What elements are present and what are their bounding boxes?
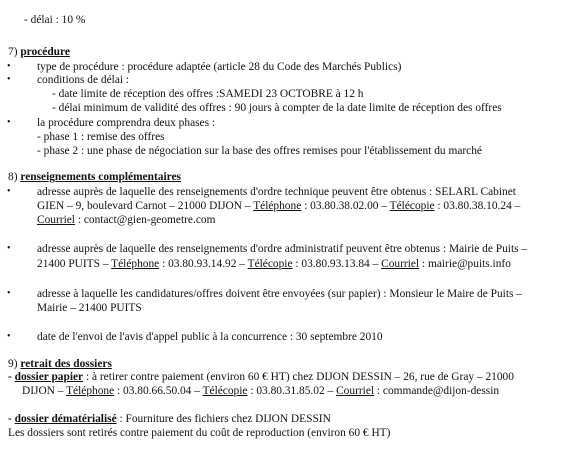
date-limit-line: - date limite de réception des offres :SAMEDI 23 OCTOBRE à 12 h	[52, 88, 364, 100]
papier-email-label: Courriel	[336, 385, 375, 397]
conditions-label: conditions de délai :	[37, 74, 130, 86]
section-7-heading	[8, 45, 70, 59]
admin-phone-label: Téléphone	[111, 258, 160, 270]
admin-phone: : 03.80.93.14.92 –	[159, 258, 248, 270]
papier-line	[8, 370, 514, 384]
bullet-icon: •	[7, 331, 11, 342]
section-8-title: renseignements complémentaires	[20, 171, 181, 183]
section-7-title: procédure	[20, 46, 70, 58]
demat-dash: -	[8, 413, 15, 425]
phase-1-line: - phase 1 : remise des offres	[37, 131, 165, 143]
date-envoi-line: date de l'envoi de l'avis d'appel public à la concurrence : 30 septembre 2010	[37, 331, 383, 343]
demat-line	[8, 412, 331, 426]
papier-email[interactable]: : commande@dijon-dessin	[374, 385, 500, 397]
tech-email[interactable]: : contact@gien-geometre.com	[74, 214, 216, 226]
papier-phone: : 03.80.66.50.04 –	[114, 385, 203, 397]
tech-address: GIEN – 9, boulevard Carnot – 21000 DIJON –	[37, 200, 254, 212]
section-9-number: 9)	[8, 358, 21, 370]
papier-fax: : 03.80.31.85.02 –	[247, 385, 337, 397]
demat-label: dossier dématérialisé	[14, 413, 117, 425]
papier-dash: -	[8, 371, 15, 383]
candidature-line-2: Mairie – 21400 PUITS	[37, 302, 142, 314]
tech-email-label: Courriel	[37, 214, 75, 226]
bullet-icon: •	[7, 117, 11, 128]
admin-email[interactable]: : mairie@puits.info	[419, 258, 511, 270]
candidature-line-1: adresse à laquelle les candidatures/offres doivent être envoyées (sur papier) : Monsieur le Maire de Puits –	[37, 288, 522, 300]
footer-line: Les dossiers sont retirés contre paiement du coût de reproduction (environ 60 € HT)	[8, 427, 391, 439]
papier-phone-label: Téléphone	[66, 385, 115, 397]
delai-line: - délai : 10 %	[24, 14, 86, 26]
bullet-icon: •	[7, 186, 11, 197]
section-9-title: retrait des dossiers	[20, 358, 112, 370]
bullet-icon: •	[7, 243, 11, 254]
bullet-icon: •	[7, 288, 11, 299]
section-8-heading	[8, 170, 181, 184]
validity-line: - délai minimum de validité des offres : 90 jours à compter de la date limite de réception des offres	[52, 102, 502, 114]
admin-fax: : 03.80.93.13.84 –	[292, 258, 382, 270]
tech-address-line	[37, 199, 520, 213]
admin-email-label: Courriel	[381, 258, 420, 270]
papier-fax-label: Télécopie	[202, 385, 248, 397]
papier-city: DIJON –	[22, 385, 67, 397]
demat-text: : Fourniture des fichiers chez DIJON DESSIN	[116, 413, 331, 425]
phases-label: la procédure comprendra deux phases :	[37, 117, 216, 129]
bullet-icon: •	[7, 74, 11, 85]
tech-contact-line: adresse auprès de laquelle des renseignements d'ordre technique peuvent être obtenus : SELARL Cabinet	[37, 186, 516, 198]
bullet-icon: •	[7, 61, 11, 72]
admin-address: 21400 PUITS –	[37, 258, 112, 270]
admin-contact-line: adresse auprès de laquelle des renseignements d'ordre administratif peuvent être obtenus : Mairie de Puits –	[37, 243, 528, 255]
tech-fax: : 03.80.38.10.24 –	[434, 200, 521, 212]
tech-phone: : 03.80.38.02.00 –	[301, 200, 390, 212]
papier-text: : à retirer contre paiement (environ 60 € HT) chez DIJON DESSIN – 26, rue de Gray – 21000	[83, 371, 514, 383]
section-9-heading	[8, 357, 112, 371]
phase-2-line: - phase 2 : une phase de négociation sur la base des offres remises pour l'établissement du marché	[37, 145, 482, 157]
admin-fax-label: Télécopie	[247, 258, 293, 270]
papier-contact-line	[22, 384, 499, 398]
tech-fax-label: Télécopie	[389, 200, 435, 212]
procedure-type: type de procédure : procédure adaptée (article 28 du Code des Marchés Publics)	[37, 61, 402, 73]
papier-label: dossier papier	[14, 371, 84, 383]
section-7-number: 7)	[8, 46, 21, 58]
tech-email-line	[37, 213, 215, 227]
admin-address-line	[37, 257, 511, 271]
section-8-number: 8)	[8, 171, 21, 183]
tech-phone-label: Téléphone	[253, 200, 302, 212]
